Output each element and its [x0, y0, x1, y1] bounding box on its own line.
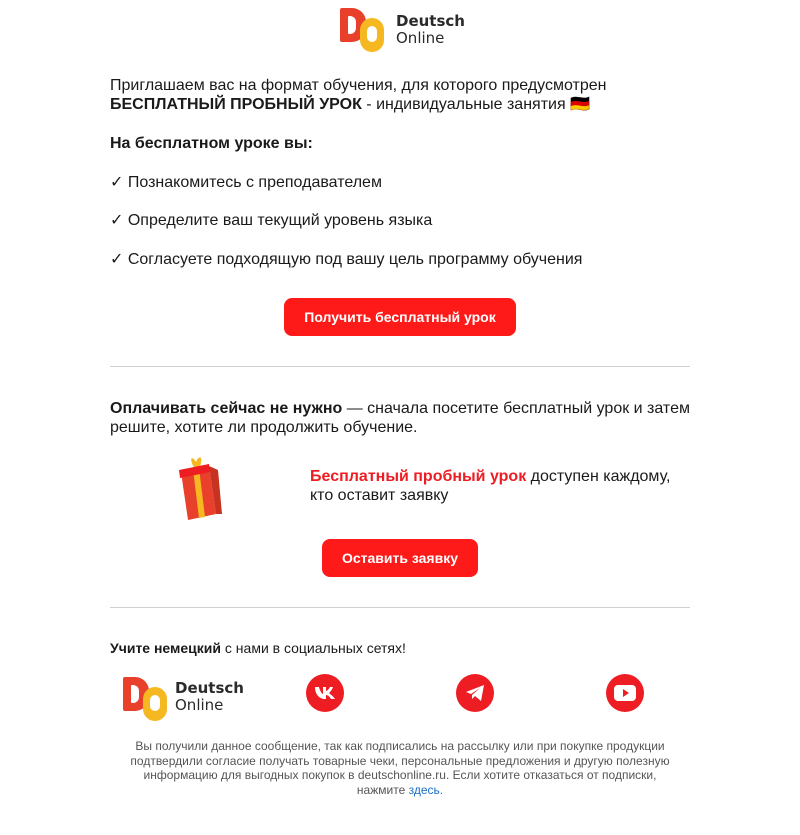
logo-mark-icon: [340, 8, 388, 52]
offer-highlight: Бесплатный пробный урок: [310, 468, 527, 485]
intro-highlight: БЕСПЛАТНЫЙ ПРОБНЫЙ УРОК: [110, 96, 362, 113]
intro-line1: Приглашаем вас на формат обучения, для которого предусмотрен: [110, 77, 607, 94]
footer-text: Вы получили данное сообщение, так как подписались на рассылку или при покупке продукции подтвердили согласие получать товарные чеки, персональные предложения и другую полезную информацию для выгодных покупок в deutschonline.ru. Если хотите отказаться от подписки, нажмите: [130, 739, 670, 797]
divider: [110, 607, 690, 608]
divider: [110, 366, 690, 367]
footer-brand-logo[interactable]: [123, 677, 244, 717]
youtube-icon[interactable]: [606, 674, 644, 712]
brand-name-line1: Deutsch: [175, 679, 244, 697]
benefits-heading: На бесплатном уроке вы:: [110, 135, 313, 152]
payment-note-bold: Оплачивать сейчас не нужно: [110, 400, 343, 417]
benefit-item: ✓ Согласуете подходящую под вашу цель программу обучения: [110, 251, 583, 268]
social-heading: [110, 640, 690, 656]
offer-text: [310, 467, 690, 505]
benefit-item: ✓ Определите ваш текущий уровень языка: [110, 212, 433, 229]
logo-mark-icon: [123, 677, 167, 717]
offer-rest: доступен каждому, кто оставит заявку: [310, 468, 671, 504]
footer-brand-wordmark: [175, 680, 244, 714]
telegram-icon[interactable]: [456, 674, 494, 712]
brand-name-line2: Online: [396, 29, 445, 47]
social-heading-text: с нами в социальных сетях!: [221, 640, 406, 656]
unsubscribe-note: [120, 739, 680, 797]
gift-icon: [178, 456, 222, 520]
brand-wordmark: [396, 13, 465, 47]
social-heading-bold: Учите немецкий: [110, 640, 222, 656]
get-free-lesson-button[interactable]: Получить бесплатный урок: [284, 298, 516, 336]
payment-note: [110, 399, 690, 437]
payment-note-text: — сначала посетите бесплатный урок и затем решите, хотите ли продолжить обучение.: [110, 400, 690, 436]
benefit-item: ✓ Познакомитесь с преподавателем: [110, 174, 382, 191]
submit-application-button[interactable]: Оставить заявку: [322, 539, 478, 577]
brand-logo[interactable]: [340, 8, 465, 52]
intro-text: [110, 76, 690, 114]
brand-name-line2: Online: [175, 696, 224, 714]
intro-rest: - индивидуальные занятия 🇩🇪: [361, 96, 590, 113]
vk-icon[interactable]: [306, 674, 344, 712]
unsubscribe-link[interactable]: здесь.: [408, 782, 444, 797]
brand-name-line1: Deutsch: [396, 12, 465, 30]
